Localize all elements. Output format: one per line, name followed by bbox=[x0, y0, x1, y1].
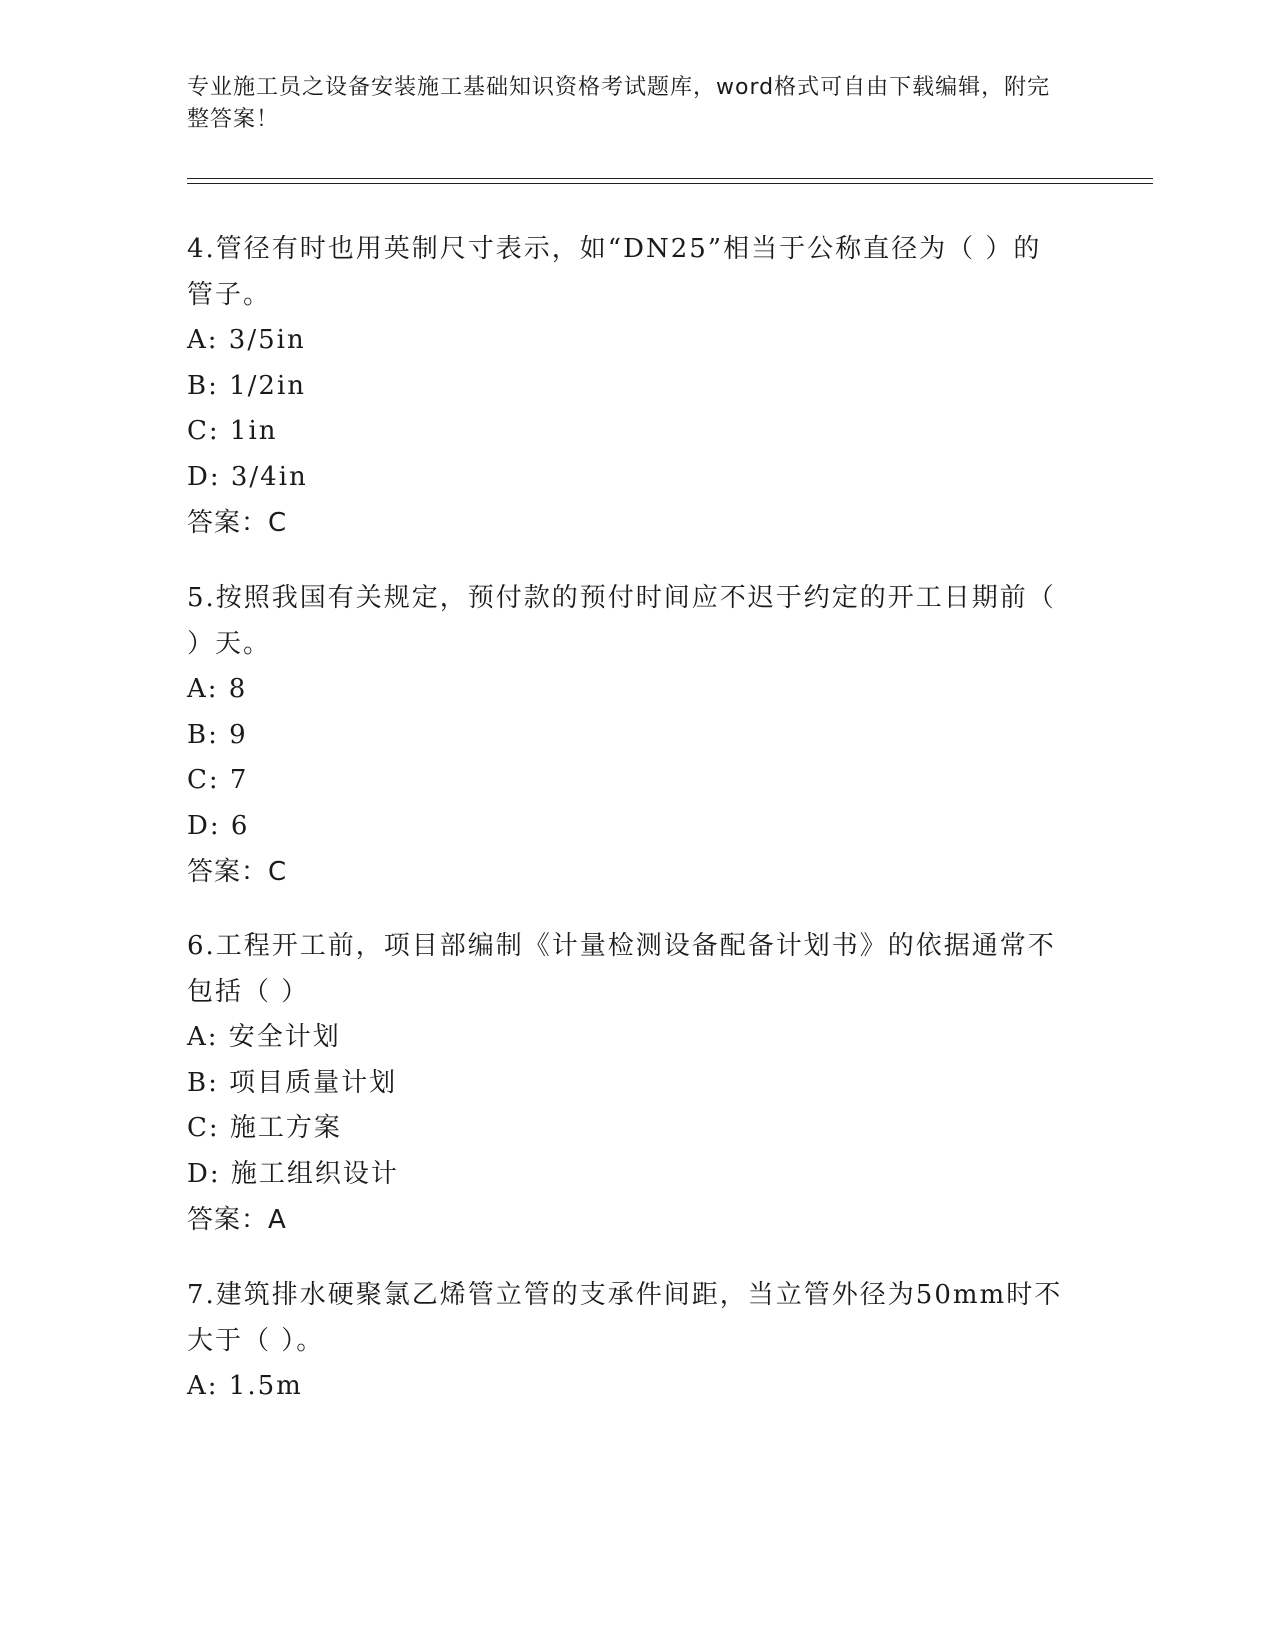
option-d: D: 施工组织设计 bbox=[187, 1158, 399, 1189]
question-stem: 5.按照我国有关规定，预付款的预付时间应不迟于约定的开工日期前（ ）天。 bbox=[187, 583, 1056, 659]
option-a: A: 8 bbox=[187, 674, 248, 704]
header-divider-top bbox=[187, 178, 1153, 179]
question-4 bbox=[187, 226, 1067, 546]
option-b: B: 项目质量计划 bbox=[187, 1067, 398, 1098]
question-stem: 7.建筑排水硬聚氯乙烯管立管的支承件间距，当立管外径为50mm时不大于（ ）。 bbox=[187, 1280, 1063, 1356]
option-c: C: 7 bbox=[187, 765, 249, 795]
answer: 答案：C bbox=[187, 508, 288, 538]
option-c: C: 施工方案 bbox=[187, 1113, 342, 1143]
header-divider-bottom bbox=[187, 183, 1153, 184]
question-6 bbox=[187, 923, 1067, 1243]
document-header: 专业施工员之设备安装施工基础知识资格考试题库，word格式可自由下载编辑，附完整答案！ bbox=[187, 75, 1051, 132]
option-b: B: 9 bbox=[187, 719, 248, 750]
option-a: A: 1.5m bbox=[187, 1371, 303, 1401]
option-b: B: 1/2in bbox=[187, 370, 307, 401]
answer: 答案：C bbox=[187, 857, 288, 887]
question-5 bbox=[187, 575, 1067, 895]
option-a: A: 3/5in bbox=[187, 325, 306, 355]
option-d: D: 6 bbox=[187, 810, 250, 841]
option-a: A: 安全计划 bbox=[187, 1022, 341, 1052]
option-d: D: 3/4in bbox=[187, 461, 308, 492]
answer: 答案：A bbox=[187, 1205, 287, 1235]
question-stem: 4.管径有时也用英制尺寸表示，如“DN25”相当于公称直径为（ ）的管子。 bbox=[187, 234, 1042, 310]
question-stem: 6.工程开工前，项目部编制《计量检测设备配备计划书》的依据通常不包括（ ） bbox=[187, 931, 1056, 1007]
option-c: C: 1in bbox=[187, 416, 278, 446]
question-7 bbox=[187, 1272, 1067, 1410]
